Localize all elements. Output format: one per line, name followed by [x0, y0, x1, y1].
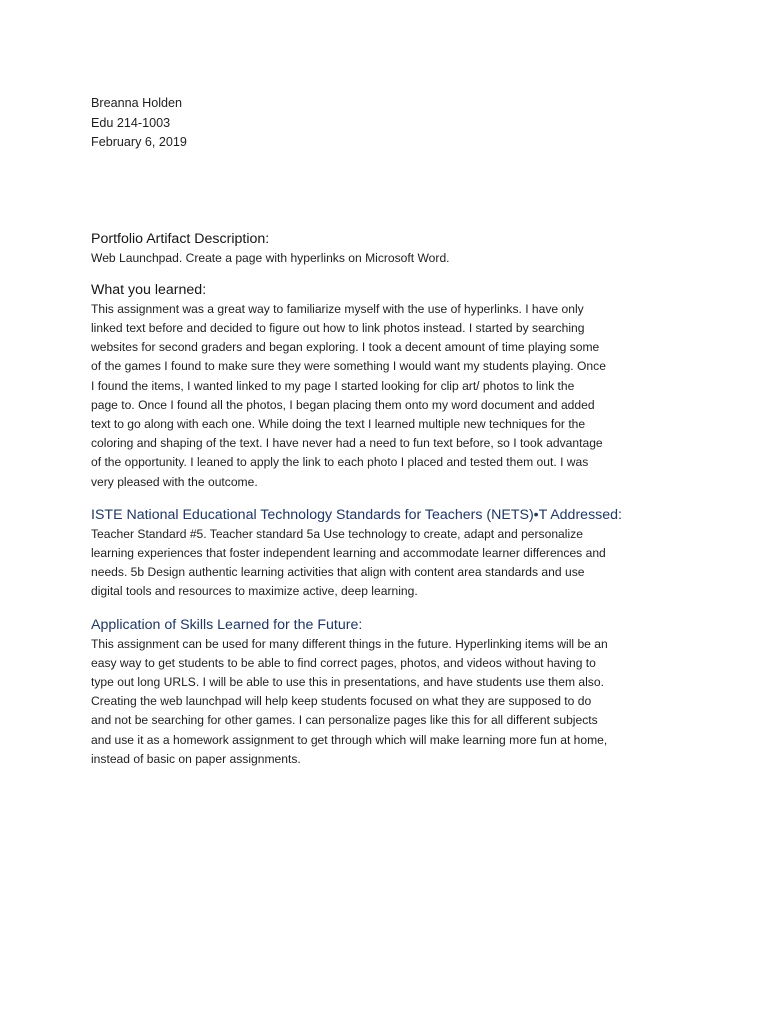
learned-line: page to. Once I found all the photos, I began placing them onto my word document and added [91, 397, 595, 412]
author-name: Breanna Holden [91, 96, 183, 110]
standards-line: Teacher Standard #5. Teacher standard 5a Use technology to create, adapt and personalize [91, 526, 583, 541]
standards-heading: ISTE National Educational Technology Standards for Teachers (NETS)•T Addressed: [91, 506, 622, 523]
future-line: This assignment can be used for many different things in the future. Hyperlinking items will be an [91, 636, 608, 651]
future-line: type out long URLS. I will be able to use this in presentations, and have students use them also. [91, 674, 604, 689]
future-line: instead of basic on paper assignments. [91, 751, 301, 766]
author-block [91, 94, 691, 153]
artifact-heading: Portfolio Artifact Description: [91, 230, 270, 247]
future-line: easy way to get students to be able to find correct pages, photos, and videos without having to [91, 655, 596, 670]
document-body [91, 94, 691, 769]
learned-line: websites for second graders and began exploring. I took a decent amount of time playing some [91, 340, 600, 355]
spacer [91, 153, 691, 230]
document-date: February 6, 2019 [91, 135, 187, 149]
learned-line: of the games I found to make sure they were something I would want my students playing. Once [91, 359, 606, 374]
course-code: Edu 214-1003 [91, 115, 171, 130]
learned-line: linked text before and decided to figure out how to link photos instead. I started by searching [91, 320, 585, 335]
standards-line: digital tools and resources to maximize active, deep learning. [91, 584, 418, 599]
spacer [91, 492, 691, 506]
learned-line: very pleased with the outcome. [91, 474, 258, 489]
spacer [91, 268, 691, 281]
standards-section [91, 506, 691, 602]
standards-line: needs. 5b Design authentic learning activities that align with content area standards and use [91, 565, 585, 580]
future-heading: Application of Skills Learned for the Future: [91, 616, 363, 633]
standards-line: learning experiences that foster independent learning and accommodate learner differences and [91, 545, 606, 560]
future-section [91, 616, 691, 769]
artifact-description: Web Launchpad. Create a page with hyperlinks on Microsoft Word. [91, 250, 450, 265]
learned-line: I found the items, I wanted linked to my page I started looking for clip art/ photos to link the [91, 378, 575, 393]
learned-line: of the opportunity. I leaned to apply the link to each photo I placed and tested them out. I was [91, 455, 589, 470]
learned-heading: What you learned: [91, 281, 207, 298]
spacer [91, 602, 691, 616]
learned-section [91, 281, 691, 492]
artifact-section [91, 230, 691, 268]
learned-line: This assignment was a great way to familiarize myself with the use of hyperlinks. I have only [91, 301, 584, 316]
future-line: Creating the web launchpad will help keep students focused on what they are supposed to do [91, 694, 592, 709]
future-line: and use it as a homework assignment to get through which will make learning more fun at home, [91, 732, 608, 747]
learned-line: text to go along with each one. While doing the text I learned multiple new techniques for the [91, 416, 586, 431]
learned-line: coloring and shaping of the text. I have never had a need to fun text before, so I took advantage [91, 436, 603, 451]
future-line: and not be searching for other games. I can personalize pages like this for all different subjects [91, 713, 598, 728]
